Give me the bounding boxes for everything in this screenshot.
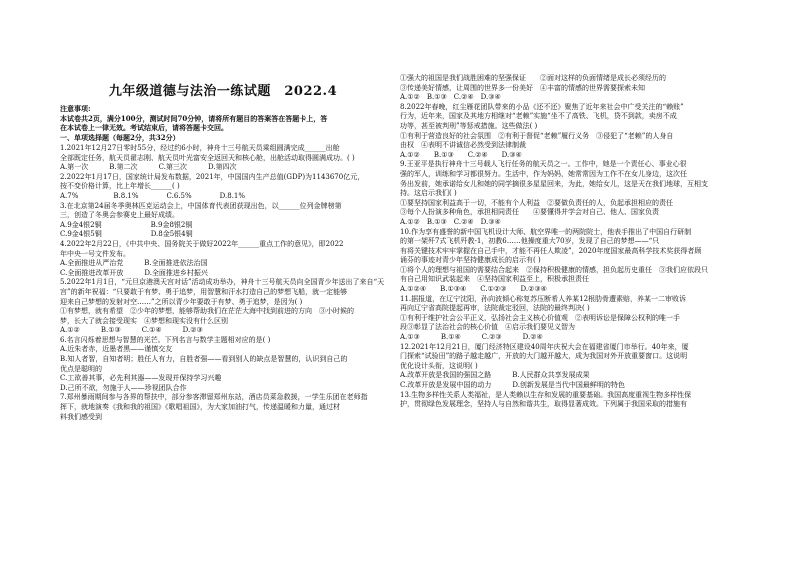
page-title: 九年级道德与法治一练试题 2022.4: [108, 84, 338, 99]
question-line: 诵芬的事迹对青少年坚持健康成长的启示有( ): [400, 256, 541, 265]
question-line: 宫”的新年祝福：“只要敢于有梦、勇于追梦，用智慧和汗水打造自己的梦想飞船，就一定能够: [60, 287, 348, 296]
question-line: 行为，近年来，国家及其地方相继对“老赖”实施“坐不了高铁、飞机，贷不到款，卖房不成: [400, 112, 677, 121]
question-line: C.全面推进改革开放 D.全面推进乡村振兴: [60, 268, 208, 277]
question-line: ①强大的祖国是我们战胜困难的坚强保证 ②面对这样的负面情绪是成长必须经历的: [400, 74, 666, 82]
question-line: ③传递美好情感，让周围的世界多一份美好 ④丰富的情感的世界需要探索未知: [400, 83, 645, 92]
question-line: 优化设计头衔，这说明( ): [400, 361, 478, 370]
question-line: 7.郑州暴雨期间参与各界的帮扶中，部分参客滞留郑州东站，酒店员菜急救援，一学生乐团在老师指: [60, 393, 368, 402]
question-line: A.①② B.①③ C.②④ D.③④: [400, 93, 501, 102]
question-line: 再向辽宁省高院提起再审，法院裁定驳回，法院的最终判决( ): [400, 304, 590, 313]
notice-section: [60, 104, 386, 142]
question-line: 11.据报道，在辽宁沈阳，孙向波倾心称复苏压断希人养某12根肋骨遭素赔，养某一二审败诉: [400, 294, 687, 303]
question-line: 年中央一号文件发布。: [60, 249, 130, 258]
question-line: 按不变价格计算，比上年增长______( ): [60, 182, 180, 191]
question-line: 段③彰显了法治社会的核心价值 ④启示我们要见义智为: [400, 323, 575, 332]
question-line: 1.2021年12月27日零时55分，经过约6小时，神舟十三号航天员乘组圆满完成______出舱: [60, 144, 340, 152]
notice-heading: 注意事项:: [60, 104, 91, 113]
question-line: A.7% B.8.1% C.6.5% D.8.1%: [60, 191, 246, 200]
question-line: A.①③ B.①④ C.②③ D.②④: [400, 333, 543, 342]
question-line: 10.作为享有盛誉的新中国飞机设计大师、航空界唯一的两院院士，他表手推出了中国自行研制: [400, 227, 692, 236]
right-question-body: [400, 74, 744, 410]
question-line: 12.2021年12月21日，厦门经济特区建设40周年庆祝大会在福建省厦门市举行。40年来，厦: [400, 342, 689, 351]
question-line: ①有梦想，就有希望 ②少年的梦想，能够帮助我们在茫茫大海中找到前进的方向 ③小时候的: [60, 307, 354, 316]
left-question-body: [60, 144, 386, 422]
question-line: ①将个人的理想与祖国的需要结合起来 ②保持积极健康的情感，担负起历史重任 ③我们应依段只: [400, 265, 708, 274]
notice-line: 在本试卷上一律无效。考试结束后，请将答题卡交回。: [60, 123, 228, 133]
question-line: ③每个人扮演多种角色，承担相同责任 ④要懂得并学会对自己、他人、国家负责: [400, 208, 659, 217]
question-line: C.9金4银5铜 D.8金5银4铜: [60, 230, 193, 239]
question-line: 门探索“试验田”的路子越走越广，开放的大门越开越大，成为我国对外开放重要窗口。这说明: [400, 352, 688, 361]
question-line: A.改革开放是我国的强国之路 B.人民群众共享发展成果: [400, 371, 590, 380]
question-line: B.知人者智，自知者明；胜任人有力，自胜者强——看到别人的缺点是智慧的，认识到自己的: [60, 355, 348, 364]
question-line: A.①② B.①③ C.②④ D.③④: [400, 150, 522, 159]
question-line: C.工欲善其事，必先利其器——发现并保持学习兴趣: [60, 374, 222, 383]
question-line: D.己所不欲，勿施于人——珍视团队合作: [60, 383, 187, 392]
question-line: A.①② B.①③ C.②④ D.③④: [400, 217, 501, 226]
question-line: 5.2022年1月1日，“元旦京港澳天宫对话”活动成功举办，神舟十三号航天员向全国青少年送出了来自“天: [60, 278, 385, 287]
question-line: A.9金4银2铜 B.9金8银2铜: [60, 220, 193, 229]
question-line: ①有利于营造良好的社会氛围 ②有利于督促“老赖”履行义务 ③侵犯了“老赖”的人身自: [400, 131, 674, 140]
question-line: 13.生物多样性关系人类福祉，是人类赖以生存和发展的重要基础。我国高度重视生物多样性保: [400, 390, 692, 399]
question-line: A.①② B.①③ C.①④ D.②③: [60, 326, 203, 335]
question-line: 梦，长大了就会接受现实 ④梦想和现实没有什么区别: [60, 316, 228, 325]
question-line: 8.2022年春晚，红尘雁花团队带来的小品《还不还》聚焦了近年来社会中广受关注的“赖账”: [400, 102, 684, 111]
question-line: 功等，甚至被判刑”等惩戒措施。这些做法( ): [400, 121, 538, 130]
question-line: 的第一架歼7式飞机歼教-1，初教6……他操度重大70岁，发现了自己的梦想——“只: [400, 237, 660, 246]
question-line: A.近朱者赤，近墨者黑——谨慎交友: [60, 345, 173, 354]
question-line: 优点是聪明的: [60, 364, 102, 373]
question-line: 务出发前，她承诺给女儿和她的同学摘很多星星回来，为此，她给女儿，这是天在我们地球，互相支: [400, 179, 708, 188]
question-line: 由权 ④表明不讲诚信必然受到法律制裁: [400, 141, 526, 150]
question-line: 迎来自己梦想的发射对空……”之所以青少年要敢于有梦、勇于追梦，是因为( ): [60, 297, 303, 306]
question-line: A.全面推进从严治党 B.全面推进依法治国: [60, 259, 208, 268]
question-line: C.改革开放是发展中国的动力 D.创新发展是当代中国最鲜明的特色: [400, 381, 625, 389]
question-line: 有将关键技术牢牢掌握在自己手中，才能不再任人欺凌”，2020年度国家最高科学技术奖获得者顾: [400, 246, 702, 255]
question-line: 护，贯彻绿色发展理念，坚持人与自然和谐共生，取得显著成效。下列属于我国采取的措施有: [400, 400, 687, 409]
question-line: 强的军人，训练和学习都很努力。生活中，作为妈妈，她常常因为工作不在女儿身边，这次任: [400, 169, 687, 178]
question-line: 有自己用知识武装起来 ④坚持国家利益至上，积极承担责任: [400, 275, 589, 284]
question-line: 4.2022年2月22日，《中共中央、国务院关于做好2022年______重点工作的意见》，即2022: [60, 239, 344, 248]
question-line: 6.名言闪烁着思想与智慧的光芒。下列名言与数学主题相对应的是( ): [60, 335, 271, 344]
question-line: 三，创造了冬奥会参赛史上最好成绩。: [60, 211, 179, 220]
question-line: 挥下，就地演奏《我和我的祖国》《歌唱祖国》，为大家加油打气，传递温暖和力量，通过材: [60, 403, 340, 412]
question-line: 料我们感受到: [60, 412, 102, 421]
question-line: 持。这启示我们( ): [400, 189, 457, 198]
question-line: A.第一次 B.第二次 C.第三次 D.第四次: [60, 163, 237, 172]
question-line: ①要坚持国家利益高于一切，不能有个人利益 ②要做负责任的人，负起承担相应的责任: [400, 198, 673, 207]
question-line: ①有利于维护社会公平正义，弘扬社会主义核心价值观 ②表明诉讼是保障公权利的唯一手: [400, 313, 680, 322]
question-line: 全部既定任务，航天员翟志刚、航天员叶光富安全返回天和核心舱，出舱活动取得圆满成功。( ): [60, 153, 355, 162]
notice-line: 本试卷共2页，满分100分，测试时间70分钟，请将所有题目的答案答在答题卡上，答: [60, 113, 328, 123]
question-line: 2.2022年1月17日，国家统计局发布数据，2021年，中国国内生产总值(GDP)为1143670亿元，: [60, 172, 365, 181]
section-heading: 一、单项选择题（每题2分，共32分）: [60, 132, 180, 142]
question-line: 9.王亚平是执行神舟十三号载人飞行任务的航天员之一。工作中，她是一个责任心、事业心很: [400, 160, 687, 169]
question-line: 3.在北京第24届冬季奥林匹克运动会上，中国体育代表团获现出色，以______位列金牌榜第: [60, 201, 342, 210]
question-line: A.①②④ B.①③④ C.①②③ D.②③④: [400, 285, 547, 294]
